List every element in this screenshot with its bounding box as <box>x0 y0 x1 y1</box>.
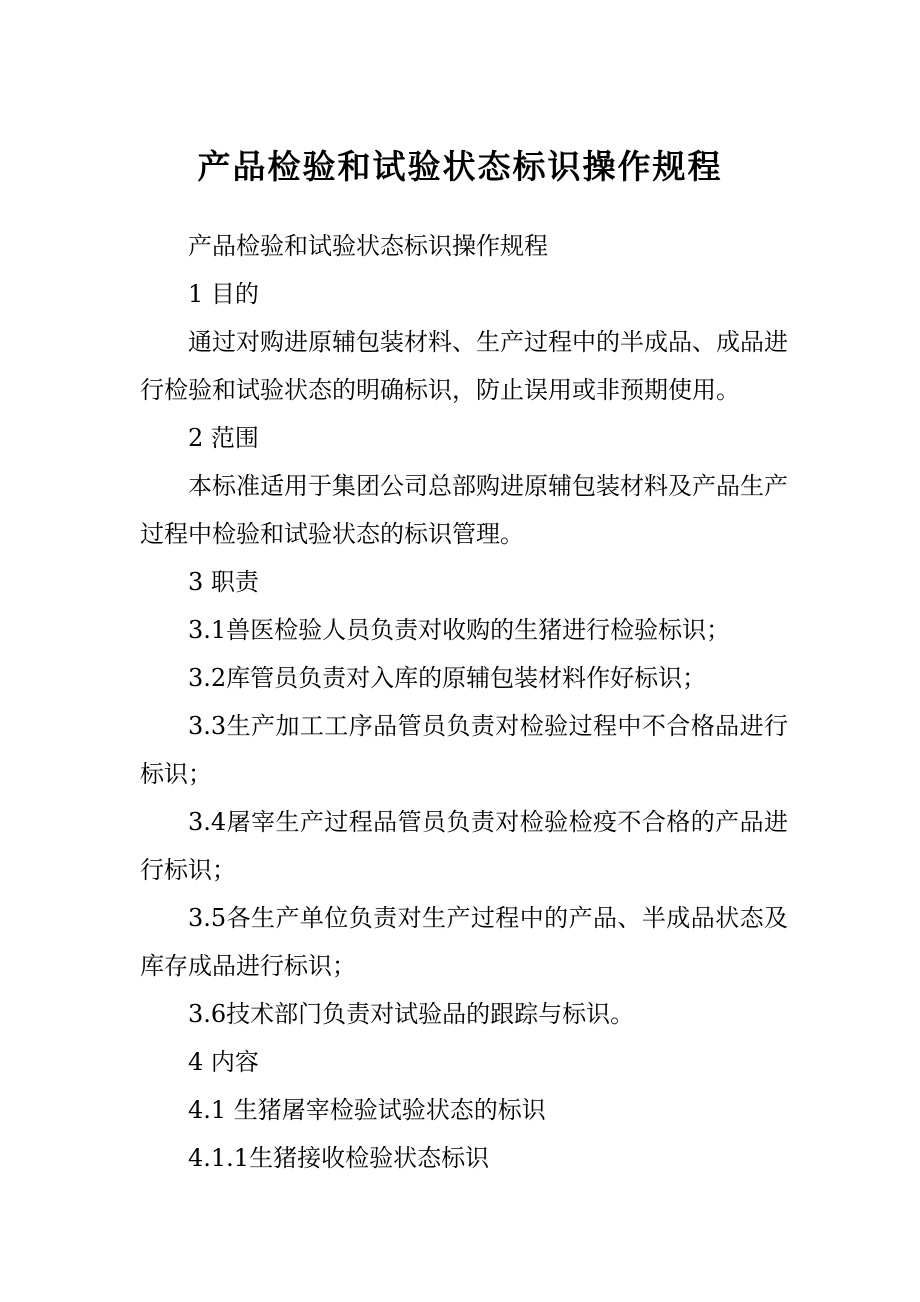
heading-4-1: 4.1 生猪屠宰检验试验状态的标识 <box>188 1096 546 1124</box>
paragraph-3-6: 3.6技术部门负责对试验品的跟踪与标识。 <box>188 1000 635 1028</box>
paragraph-subtitle: 产品检验和试验状态标识操作规程 <box>188 232 548 260</box>
heading-4-1-1: 4.1.1生猪接收检验状态标识 <box>188 1144 490 1172</box>
paragraph-3-5: 3.5各生产单位负责对生产过程中的产品、半成品状态及库存成品进行标识； <box>140 904 788 980</box>
paragraph-3-2: 3.2库管员负责对入库的原辅包装材料作好标识； <box>188 664 707 692</box>
paragraph-3-4: 3.4屠宰生产过程品管员负责对检验检疫不合格的产品进行标识； <box>140 808 788 884</box>
paragraph-3-1: 3.1兽医检验人员负责对收购的生猪进行检验标识； <box>188 616 731 644</box>
document-body <box>140 222 788 1182</box>
paragraph-3-3: 3.3生产加工工序品管员负责对检验过程中不合格品进行标识； <box>140 712 788 788</box>
heading-scope: 2 范围 <box>188 424 259 452</box>
heading-content: 4 内容 <box>188 1048 259 1076</box>
heading-responsibilities: 3 职责 <box>188 568 259 596</box>
document-title: 产品检验和试验状态标识操作规程 <box>197 147 723 186</box>
paragraph-scope: 本标准适用于集团公司总部购进原辅包装材料及产品生产过程中检验和试验状态的标识管理。 <box>140 472 788 548</box>
heading-purpose: 1 目的 <box>188 280 259 308</box>
paragraph-purpose: 通过对购进原辅包装材料、生产过程中的半成品、成品进行检验和试验状态的明确标识，防止误用或非预期使用。 <box>140 328 788 404</box>
